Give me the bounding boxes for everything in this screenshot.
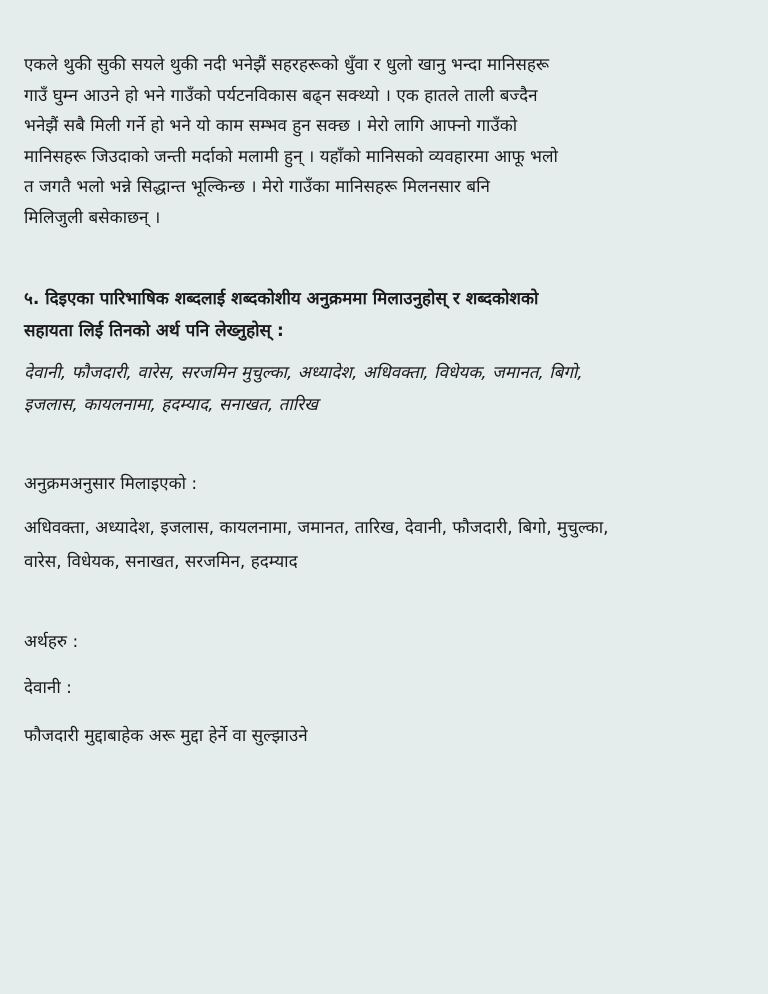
paragraph-line: मानिसहरू जिउदाको जन्ती मर्दाको मलामी हुन् । यहाँको मानिसको व्यवहारमा आफू भलो — [24, 146, 558, 167]
terms-line: इजलास, कायलनामा, हदम्याद, सनाखत, तारिख — [24, 395, 319, 415]
sorted-line: अधिवक्ता, अध्यादेश, इजलास, कायलनामा, जमानत, तारिख, देवानी, फौजदारी, बिगो, मुचुल्का, — [24, 518, 609, 538]
terms-list — [24, 357, 746, 421]
document-page — [24, 50, 746, 751]
meanings-heading: अर्थहरु : — [24, 632, 79, 652]
sorted-heading: अनुक्रमअनुसार मिलाइएको : — [24, 474, 198, 494]
paragraph-line: भनेझैं सबै मिली गर्ने हो भने यो काम सम्भव हुन सक्छ । मेरो लागि आफ्नो गाउँको — [24, 116, 518, 136]
paragraph-line: गाउँ घुम्न आउने हो भने गाउँको पर्यटनविकास बढ्न सक्थ्यो । एक हातले ताली बज्दैन — [24, 85, 538, 106]
sorted-line: वारेस, विधेयक, सनाखत, सरजमिन, हदम्याद — [24, 552, 298, 572]
terms-line: देवानी, फौजदारी, वारेस, सरजमिन मुचुल्का, अध्यादेश, अधिवक्ता, विधेयक, जमानत, बिगो, — [24, 363, 583, 383]
sorted-terms-list — [24, 511, 746, 579]
question-heading — [24, 283, 746, 347]
paragraph-line: त जगतै भलो भन्ने सिद्धान्त भूल्किन्छ । मेरो गाउँका मानिसहरू मिलनसार बनि — [24, 177, 490, 197]
essay-paragraph — [24, 50, 746, 233]
term-heading: देवानी : — [24, 678, 72, 698]
question-line: ५. दिइएका पारिभाषिक शब्दलाई शब्दकोशीय अनुक्रममा मिलाउनुहोस् र शब्दकोशको — [24, 289, 539, 309]
question-line: सहायता लिई तिनको अर्थ पनि लेख्नुहोस् : — [24, 321, 284, 341]
term-definition: फौजदारी मुद्दाबाहेक अरू मुद्दा हेर्ने वा सुल्झाउने — [24, 726, 308, 746]
paragraph-line: मिलिजुली बसेकाछन् । — [24, 207, 161, 228]
paragraph-line: एकले थुकी सुकी सयले थुकी नदी भनेझैं सहरहरूको धुँवा र धुलो खानु भन्दा मानिसहरू — [24, 55, 550, 75]
